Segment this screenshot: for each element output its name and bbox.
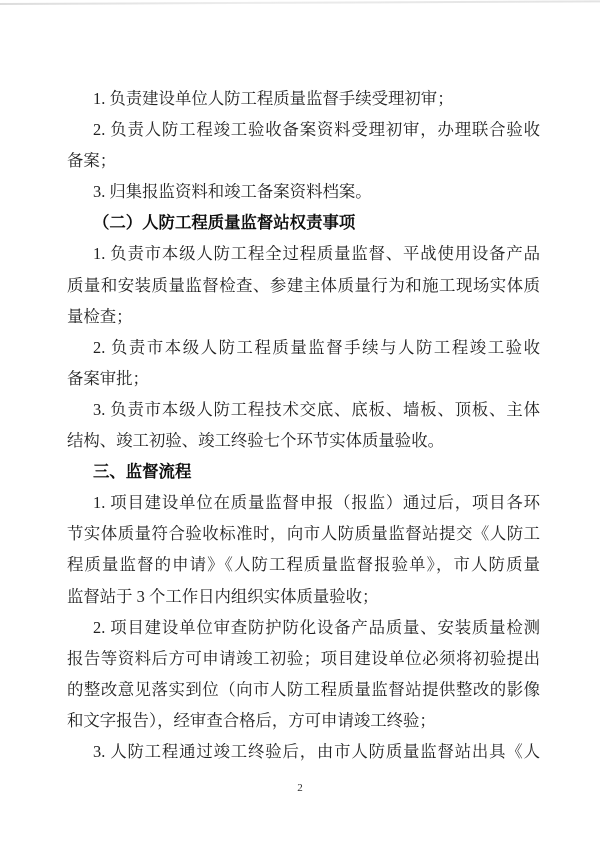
paragraph xyxy=(67,487,540,611)
paragraph xyxy=(67,612,540,736)
paragraph xyxy=(67,114,540,176)
text-line: 三、监督流程 xyxy=(93,462,192,482)
text-line: 结构、竣工初验、竣工终验七个环节实体质量验收。 xyxy=(67,431,444,451)
paragraph xyxy=(67,83,540,114)
paragraph xyxy=(67,332,540,394)
text-line: 1. 项目建设单位在质量监督申报（报监）通过后，项目各环 xyxy=(93,493,540,513)
page-number: 2 xyxy=(297,782,303,794)
text-line: 2. 负责人防工程竣工验收备案资料受理初审，办理联合验收 xyxy=(93,120,540,140)
text-line: 3. 归集报监资料和竣工备案资料档案。 xyxy=(93,182,372,202)
paragraph xyxy=(67,736,540,767)
section-heading xyxy=(67,207,540,238)
text-line: （二）人防工程质量监督站权责事项 xyxy=(93,213,356,233)
text-line: 监督站于 3 个工作日内组织实体质量验收； xyxy=(67,586,379,606)
text-line: 节实体质量符合验收标准时，向市人防质量监督站提交《人防工 xyxy=(67,524,540,544)
text-line: 和文字报告），经审查合格后，方可申请竣工终验； xyxy=(67,710,436,730)
text-line: 1. 负责市本级人防工程全过程质量监督、平战使用设备产品 xyxy=(93,244,540,264)
section-heading xyxy=(67,456,540,487)
text-line: 3. 人防工程通过竣工终验后，由市人防质量监督站出具《人 xyxy=(93,741,540,761)
text-line: 1. 负责建设单位人防工程质量监督手续受理初审； xyxy=(93,89,454,108)
text-line: 2. 项目建设单位审查防护防化设备产品质量、安装质量检测 xyxy=(93,617,540,637)
text-line: 量检查； xyxy=(67,306,133,326)
text-line: 报告等资料后方可申请竣工初验；项目建设单位必须将初验提出 xyxy=(67,648,540,668)
text-line: 3. 负责市本级人防工程技术交底、底板、墙板、顶板、主体 xyxy=(93,399,540,419)
paragraph xyxy=(67,176,540,207)
text-line: 程质量监督的申请》《人防工程质量监督报验单》，市人防质量 xyxy=(67,555,540,575)
text-line: 的整改意见落实到位（向市人防工程质量监督站提供整改的影像 xyxy=(67,679,540,699)
scan-top-edge xyxy=(0,0,600,5)
paragraph xyxy=(67,238,540,331)
paragraph xyxy=(67,394,540,456)
text-line: 质量和安装质量监督检查、参建主体质量行为和施工现场实体质 xyxy=(67,275,540,295)
text-line: 2. 负责市本级人防工程质量监督手续与人防工程竣工验收 xyxy=(93,337,540,357)
text-line: 备案审批； xyxy=(67,368,149,388)
document-body xyxy=(67,83,540,767)
text-line: 备案； xyxy=(67,151,117,171)
